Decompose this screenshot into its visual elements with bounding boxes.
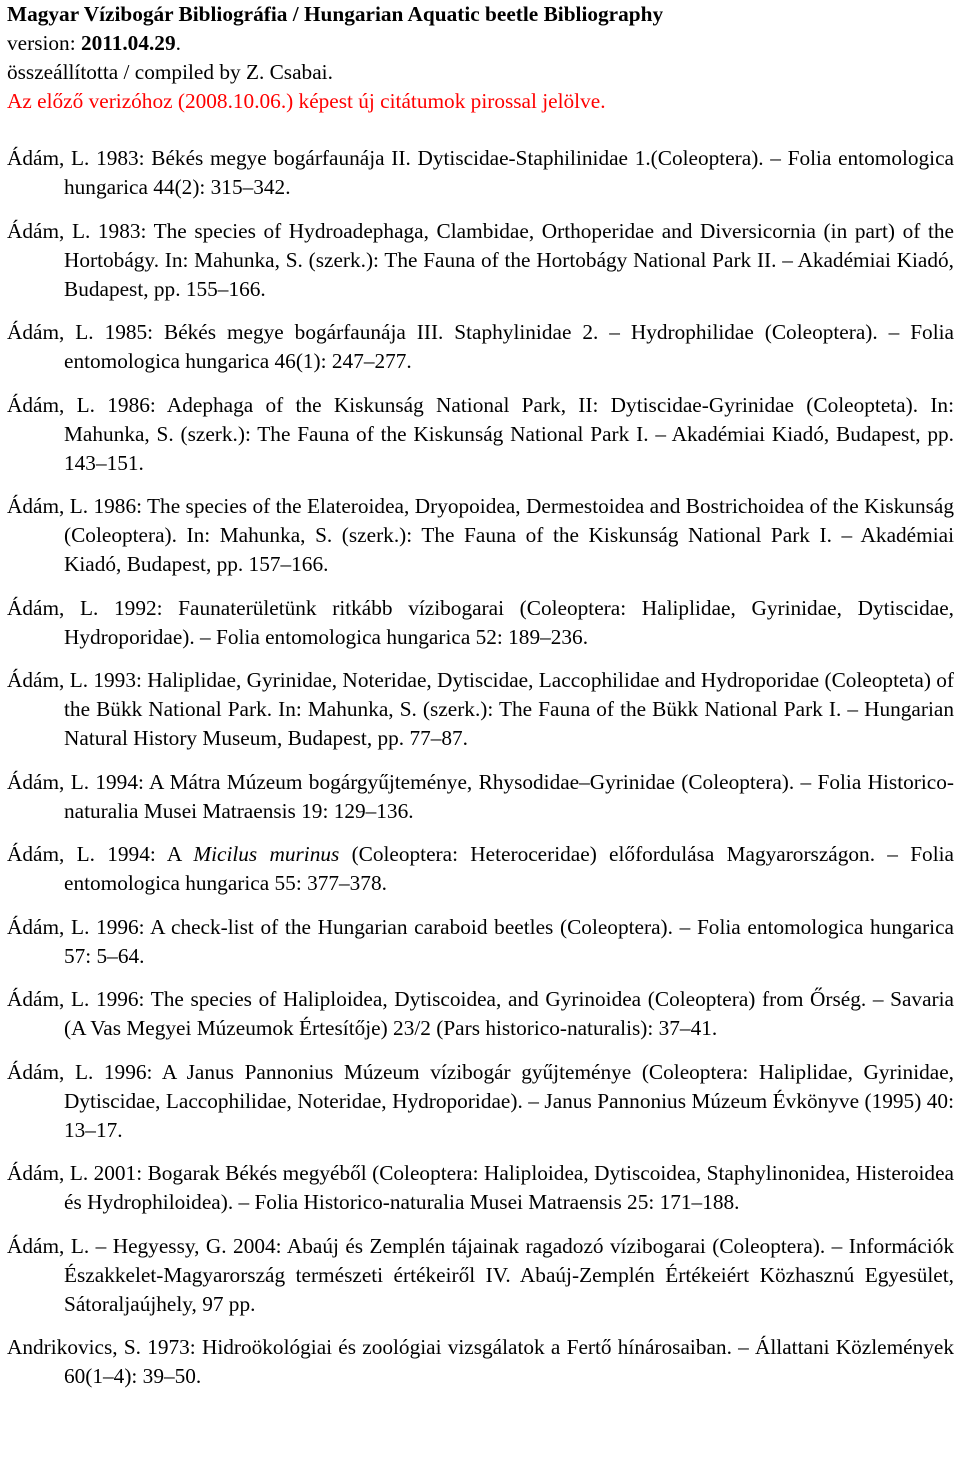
new-citations-note: Az előző verizóhoz (2008.10.06.) képest új citátumok pirossal jelölve.: [7, 89, 606, 113]
bibliography-entry: Ádám, L. 2001: Bogarak Békés megyéből (Coleoptera: Haliploidea, Dytiscoidea, Staphylinonidea, Histeroidea és Hydrophiloidea). – Folia Historico-naturalia Musei Matraensis 25: 171–188.: [7, 1161, 954, 1214]
bibliography-entry: Ádám, L. 1996: The species of Haliploidea, Dytiscoidea, and Gyrinoidea (Coleoptera) from Őrség. – Savaria (A Vas Megyei Múzeumok Értesítője) 23/2 (Pars historico-naturalis): 37–41.: [7, 987, 954, 1040]
bibliography-entry: Ádám, L. 1996: A check-list of the Hungarian caraboid beetles (Coleoptera). – Folia entomologica hungarica 57: 5–64.: [7, 914, 954, 968]
page-title: Magyar Vízibogár Bibliográfia / Hungarian Aquatic beetle Bibliography: [7, 2, 664, 26]
version-label: version:: [7, 31, 81, 55]
version-dot: .: [175, 31, 181, 55]
bibliography-entry: Ádám, L. 1993: Haliplidae, Gyrinidae, Noteridae, Dytiscidae, Laccophilidae and Hydroporidae (Coleopteta) of the Bükk National Park. In: Mahunka, S. (szerk.): The Fauna of the Bükk National Park I. – Hungarian Natural History Museum, Budapest, pp. 77–87.: [7, 668, 954, 750]
bibliography-entry: Ádám, L. 1996: A Janus Pannonius Múzeum vízibogár gyűjteménye (Coleoptera: Haliplidae, Gyrinidae, Dytiscidae, Laccophilidae, Noteridae, Hydroporidae). – Janus Pannonius Múzeum Évkönyve (1995) 40: 13–17.: [7, 1059, 954, 1142]
bibliography-entry: Ádám, L. – Hegyessy, G. 2004: Abaúj és Zemplén tájainak ragadozó vízibogarai (Coleoptera). – Információk Északkelet-Magyarország természeti értékeiről IV. Abaúj-Zemplén Értékeiért Közhasznú Egyesület, Sátoraljaújhely, 97 pp.: [7, 1233, 954, 1316]
bibliography-entry: Ádám, L. 1985: Békés megye bogárfaunája III. Staphylinidae 2. – Hydrophilidae (Coleoptera). – Folia entomologica hungarica 46(1): 247–277.: [7, 320, 954, 373]
bibliography-entry: [7, 840, 954, 898]
document-header: [7, 0, 954, 116]
bibliography-list: [7, 144, 954, 1391]
bibliography-entry: Ádám, L. 1983: The species of Hydroadephaga, Clambidae, Orthoperidae and Diversicornia (in part) of the Hortobágy. In: Mahunka, S. (szerk.): The Fauna of the Hortobágy National Park II. – Akadémiai Kiadó, Budapest, pp. 155–166.: [7, 218, 954, 301]
bibliography-entry: Ádám, L. 1983: Békés megye bogárfaunája II. Dytiscidae-Staphilinidae 1.(Coleoptera). – Folia entomologica hungarica 44(2): 315–342.: [7, 146, 954, 199]
bibliography-entry: Ádám, L. 1992: Faunaterületünk ritkább vízibogarai (Coleoptera: Haliplidae, Gyrinidae, Dytiscidae, Hydroporidae). – Folia entomologica hungarica 52: 189–236.: [7, 595, 954, 649]
bibliography-entry: Ádám, L. 1986: Adephaga of the Kiskunság National Park, II: Dytiscidae-Gyrinidae (Coleopteta). In: Mahunka, S. (szerk.): The Fauna of the Kiskunság National Park I. – Akadémiai Kiadó, Budapest, pp. 143–151.: [7, 392, 954, 475]
bibliography-entry: Ádám, L. 1994: A Mátra Múzeum bogárgyűjteménye, Rhysodidae–Gyrinidae (Coleoptera). – Folia Historico-naturalia Musei Matraensis 19: 129–136.: [7, 769, 954, 823]
entry-text: (Coleoptera: Heteroceridae) előfordulása Magyarországon. – Folia entomologica hungarica 55: 377–378.: [64, 842, 954, 895]
compiler-line: összeállította / compiled by Z. Csabai.: [7, 60, 333, 84]
bibliography-entry: Andrikovics, S. 1973: Hidroökológiai és zoológiai vizsgálatok a Fertő hínárosaiban. – Állattani Közlemények 60(1–4): 39–50.: [7, 1335, 954, 1388]
species-name: Micilus murinus: [193, 842, 340, 866]
version-line: [7, 29, 954, 58]
version-value: 2011.04.29: [80, 31, 176, 55]
bibliography-entry: Ádám, L. 1986: The species of the Elateroidea, Dryopoidea, Dermestoidea and Bostrichoidea of the Kiskunság (Coleoptera). In: Mahunka, S. (szerk.): The Fauna of the Kiskunság National Park I. – Akadémiai Kiadó, Budapest, pp. 157–166.: [7, 494, 954, 576]
entry-text: Ádám, L. 1994: A: [7, 842, 194, 866]
